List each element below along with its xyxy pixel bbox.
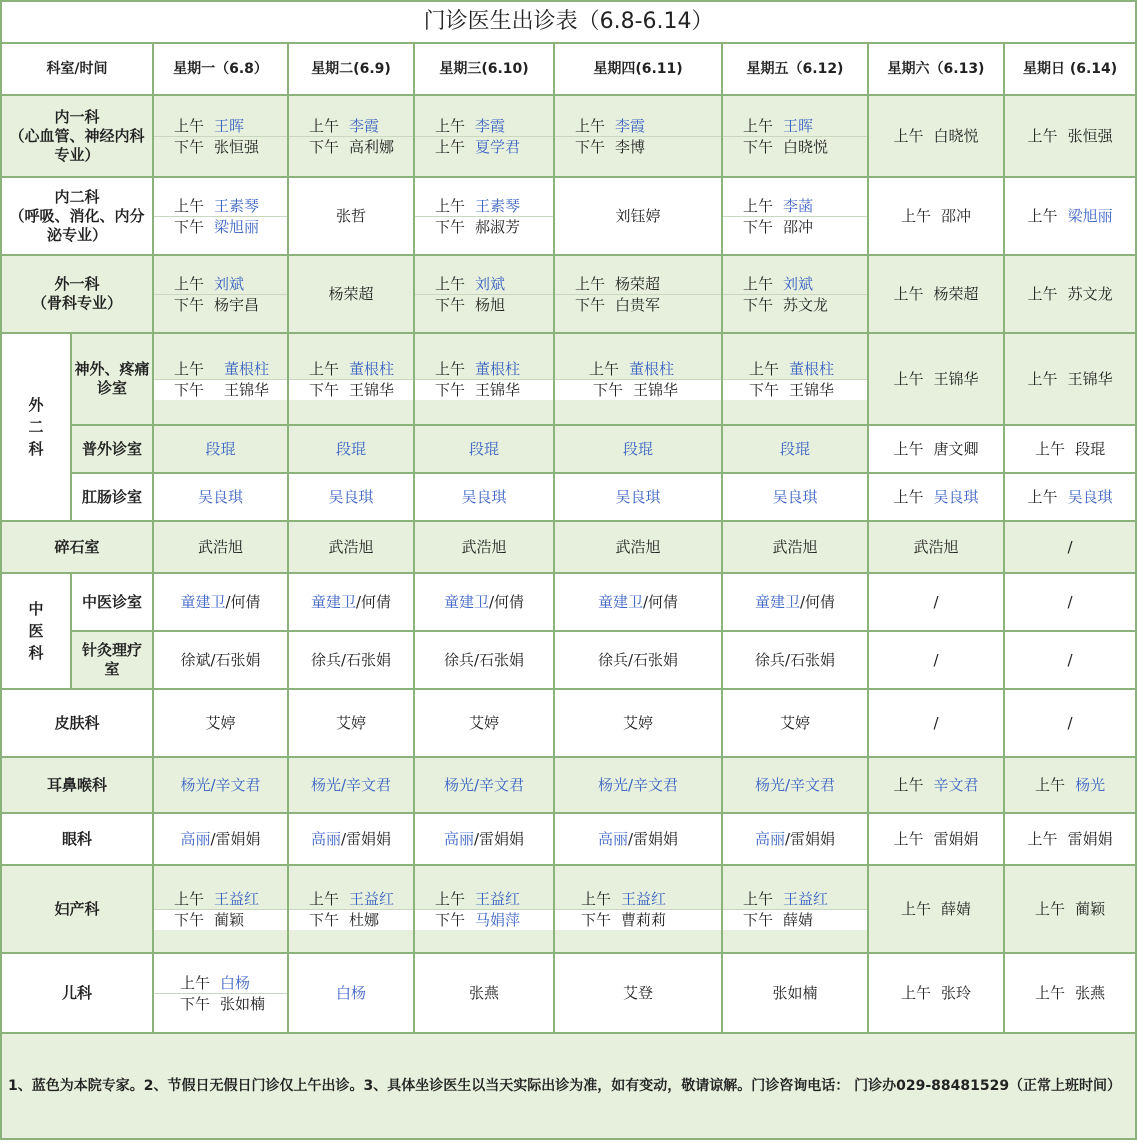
doctor-name: /辛文君 (210, 776, 261, 794)
pm-label: 下午 (743, 295, 774, 314)
am-label: 上午 (1027, 207, 1058, 225)
doctor-name: 张燕 (1075, 984, 1106, 1002)
pm-label: 下午 (174, 380, 205, 399)
am-label: 上午 (743, 889, 774, 908)
am-label: 上午 (900, 207, 931, 225)
empty-cell: / (868, 573, 1004, 631)
doctor-name: /辛文君 (473, 776, 525, 794)
doctor-name: 吴良琪 (554, 473, 722, 521)
doctor-name: 张燕 (414, 953, 554, 1033)
doctor-name: 武浩旭 (153, 521, 288, 573)
table-row (1, 95, 1136, 177)
header-dept: 科室/时间 (1, 43, 153, 95)
pm-label: 下午 (309, 137, 340, 156)
table-row (1, 1033, 1136, 1139)
doctor-name: 杨荣超 (933, 285, 979, 303)
footer-note: 1、蓝色为本院专家。2、节假日无假日门诊仅上午出诊。3、具体坐诊医生以当天实际出诊为准，如有变动，敬请谅解。门诊咨询电话： 门诊办029-88481529（正常上班时间） (1, 1033, 1136, 1139)
doctor-name: 杨旭 (475, 295, 506, 314)
doctor-name: 王晖 (214, 116, 245, 135)
sub-dept-label: 中医诊室 (71, 573, 153, 631)
am-label: 上午 (1027, 127, 1058, 145)
doctor-name: /何倩 (355, 593, 392, 611)
doctor-name: 武浩旭 (722, 521, 868, 573)
dept-label: 妇产科 (1, 865, 153, 953)
doctor-name: 薛婧 (941, 900, 972, 918)
am-label: 上午 (309, 889, 340, 908)
empty-cell: / (868, 631, 1004, 689)
doctor-name: /何倩 (225, 593, 261, 611)
am-label: 上午 (1035, 984, 1066, 1002)
doctor-name: 王素琴 (475, 196, 521, 215)
am-label: 上午 (435, 889, 466, 908)
doctor-name: 夏学君 (475, 137, 521, 156)
am-label: 上午 (174, 274, 205, 293)
doctor-name: 高丽 (310, 830, 341, 848)
page-title: 门诊医生出诊表（6.8-6.14） (1, 1, 1136, 43)
doctor-name: 曹莉莉 (621, 910, 667, 929)
doctor-name: 马娟萍 (475, 910, 521, 929)
doctor-name: 苏文龙 (783, 295, 829, 314)
pm-label: 下午 (435, 910, 466, 929)
am-label: 上午 (893, 776, 924, 794)
doctor-name: 刘斌 (475, 274, 506, 293)
doctor-name: 李菡 (783, 196, 814, 215)
am-label: 上午 (174, 889, 205, 908)
doctor-name: 杜娜 (349, 910, 380, 929)
am-label: 上午 (309, 116, 340, 135)
am-label: 上午 (893, 488, 924, 506)
dept-label: 外一科 （骨科专业） (1, 255, 153, 333)
dept-label: 皮肤科 (1, 689, 153, 757)
doctor-name: 段琨 (288, 425, 414, 473)
doctor-name: 杨宇昌 (214, 295, 260, 314)
doctor-name: 高丽 (443, 830, 474, 848)
doctor-name: 段琨 (722, 425, 868, 473)
doctor-name: 吴良琪 (414, 473, 554, 521)
doctor-name: 武浩旭 (868, 521, 1004, 573)
pm-label: 下午 (743, 217, 774, 236)
sub-dept-label: 针灸理疗室 (71, 631, 153, 689)
am-label: 上午 (743, 116, 774, 135)
pm-label: 下午 (581, 910, 612, 929)
am-label: 上午 (893, 127, 924, 145)
doctor-name: 武浩旭 (554, 521, 722, 573)
pm-label: 下午 (743, 910, 774, 929)
doctor-name: 艾婷 (288, 689, 414, 757)
am-label: 上午 (893, 440, 924, 458)
dept-label: 儿科 (1, 953, 153, 1033)
table-row (1, 757, 1136, 813)
table-row (1, 689, 1136, 757)
dept-label: 中医科 (1, 573, 71, 689)
doctor-name: 蔺颖 (1075, 900, 1106, 918)
header-row (1, 43, 1136, 95)
table-row (1, 631, 1136, 689)
doctor-name: 艾婷 (554, 689, 722, 757)
doctor-name: 艾婷 (414, 689, 554, 757)
dept-label: 内一科 （心血管、神经内科专业） (1, 95, 153, 177)
doctor-name: 王锦华 (633, 380, 679, 399)
am-label: 上午 (174, 196, 205, 215)
doctor-name: 苏文龙 (1067, 285, 1113, 303)
pm-label: 下午 (593, 380, 624, 399)
am-label: 上午 (900, 900, 931, 918)
doctor-name: 王益红 (349, 889, 395, 908)
am-label: 上午 (743, 274, 774, 293)
am-label: 上午 (893, 830, 924, 848)
doctor-name: 李博 (615, 137, 646, 156)
doctor-name: 徐兵/石张娟 (414, 631, 554, 689)
doctor-name: 王益红 (475, 889, 521, 908)
am-label: 上午 (1035, 776, 1066, 794)
doctor-name: 梁旭丽 (214, 217, 260, 236)
table-row (1, 177, 1136, 255)
doctor-name: 吴良琪 (1067, 488, 1113, 506)
doctor-name: 艾婷 (722, 689, 868, 757)
doctor-name: 张恒强 (214, 137, 260, 156)
doctor-name: 白贵军 (615, 295, 661, 314)
doctor-name: 雷娟娟 (1067, 830, 1113, 848)
doctor-name: 李霞 (615, 116, 646, 135)
doctor-name: /雷娟娟 (210, 830, 261, 848)
doctor-name: 童建卫 (597, 593, 643, 611)
doctor-name: 吴良琪 (933, 488, 979, 506)
doctor-name: 张玲 (941, 984, 972, 1002)
doctor-name: 高丽 (754, 830, 785, 848)
doctor-name: 董根柱 (224, 359, 270, 378)
doctor-name: 王素琴 (214, 196, 260, 215)
table-row (1, 255, 1136, 333)
table-row (1, 521, 1136, 573)
doctor-name: 杨光 (443, 776, 474, 794)
table-row (1, 473, 1136, 521)
doctor-name: 段琨 (1075, 440, 1106, 458)
empty-cell: / (1004, 521, 1136, 573)
am-label: 上午 (174, 359, 205, 378)
am-label: 上午 (435, 359, 466, 378)
doctor-name: 张恒强 (1067, 127, 1113, 145)
doctor-name: 段琨 (153, 425, 288, 473)
pm-label: 下午 (309, 380, 340, 399)
doctor-name: 高丽 (180, 830, 211, 848)
dept-label: 眼科 (1, 813, 153, 865)
doctor-name: 刘斌 (783, 274, 814, 293)
pm-label: 下午 (743, 137, 774, 156)
pm-label: 下午 (174, 295, 205, 314)
doctor-name: 王锦华 (349, 380, 395, 399)
doctor-name: 童建卫 (754, 593, 800, 611)
pm-label: 下午 (435, 380, 466, 399)
doctor-name: 唐文卿 (933, 440, 979, 458)
am-label: 上午 (435, 196, 466, 215)
doctor-name: 刘钰婷 (554, 177, 722, 255)
am-label: 上午 (893, 285, 924, 303)
doctor-name: 董根柱 (629, 359, 675, 378)
doctor-name: /雷娟娟 (473, 830, 525, 848)
doctor-name: 杨荣超 (288, 255, 414, 333)
am-label: 上午 (575, 274, 606, 293)
am-label: 上午 (435, 274, 466, 293)
doctor-name: 杨荣超 (615, 274, 661, 293)
am-label: 上午 (1027, 830, 1058, 848)
dept-label: 内二科 （呼吸、消化、内分泌专业） (1, 177, 153, 255)
doctor-name: 艾婷 (153, 689, 288, 757)
empty-cell: / (1004, 689, 1136, 757)
table-row (1, 333, 1136, 425)
am-label: 上午 (900, 984, 931, 1002)
dept-label: 外二科 (1, 333, 71, 521)
doctor-name: 杨光 (754, 776, 785, 794)
doctor-name: 武浩旭 (288, 521, 414, 573)
header-mon: 星期一（6.8） (153, 43, 288, 95)
am-label: 上午 (1035, 440, 1066, 458)
doctor-name: 徐兵/石张娟 (554, 631, 722, 689)
doctor-name: 杨光 (1075, 776, 1106, 794)
doctor-name: 徐斌/石张娟 (153, 631, 288, 689)
sub-dept-label: 神外、疼痛诊室 (71, 333, 153, 425)
doctor-name: 张哲 (288, 177, 414, 255)
doctor-name: 白晓悦 (933, 127, 979, 145)
doctor-name: 蔺颖 (214, 910, 245, 929)
pm-label: 下午 (174, 137, 205, 156)
am-label: 上午 (180, 973, 211, 992)
doctor-name: 武浩旭 (414, 521, 554, 573)
sub-dept-label: 普外诊室 (71, 425, 153, 473)
doctor-name: /雷娟娟 (784, 830, 836, 848)
doctor-name: 梁旭丽 (1067, 207, 1113, 225)
am-label: 上午 (174, 116, 205, 135)
am-label: 上午 (575, 116, 606, 135)
doctor-name: 吴良琪 (722, 473, 868, 521)
doctor-name: 王益红 (621, 889, 667, 908)
header-tue: 星期二(6.9) (288, 43, 414, 95)
doctor-name: /辛文君 (340, 776, 392, 794)
doctor-name: 董根柱 (789, 359, 835, 378)
doctor-name: 徐兵/石张娟 (722, 631, 868, 689)
sub-dept-label: 肛肠诊室 (71, 473, 153, 521)
doctor-name: 雷娟娟 (933, 830, 979, 848)
doctor-name: 杨光 (597, 776, 628, 794)
table-row (1, 573, 1136, 631)
doctor-name: 白杨 (288, 953, 414, 1033)
table-row (1, 953, 1136, 1033)
am-label: 上午 (749, 359, 780, 378)
doctor-name: 董根柱 (349, 359, 395, 378)
doctor-name: /何倩 (642, 593, 679, 611)
header-sun: 星期日 (6.14) (1004, 43, 1136, 95)
doctor-name: 郝淑芳 (475, 217, 521, 236)
am-label: 上午 (1027, 370, 1058, 388)
header-sat: 星期六（6.13) (868, 43, 1004, 95)
pm-label: 下午 (575, 295, 606, 314)
header-wed: 星期三(6.10) (414, 43, 554, 95)
header-fri: 星期五（6.12) (722, 43, 868, 95)
doctor-name: 王锦华 (789, 380, 835, 399)
am-label: 上午 (435, 137, 466, 156)
doctor-name: 邵冲 (783, 217, 814, 236)
table-row (1, 425, 1136, 473)
doctor-name: 徐兵/石张娟 (288, 631, 414, 689)
am-label: 上午 (1027, 285, 1058, 303)
doctor-name: 李霞 (475, 116, 506, 135)
doctor-name: 杨光 (310, 776, 341, 794)
doctor-name: 段琨 (554, 425, 722, 473)
doctor-name: 高利娜 (349, 137, 395, 156)
pm-label: 下午 (174, 910, 205, 929)
empty-cell: / (1004, 631, 1136, 689)
table-row (1, 865, 1136, 953)
doctor-name: 艾登 (554, 953, 722, 1033)
pm-label: 下午 (180, 994, 211, 1013)
doctor-name: /辛文君 (784, 776, 836, 794)
pm-label: 下午 (575, 137, 606, 156)
doctor-name: 李霞 (349, 116, 380, 135)
doctor-name: 张如楠 (220, 994, 266, 1013)
doctor-name: /何倩 (799, 593, 836, 611)
am-label: 上午 (1035, 900, 1066, 918)
header-thu: 星期四(6.11) (554, 43, 722, 95)
empty-cell: / (1004, 573, 1136, 631)
doctor-name: /雷娟娟 (627, 830, 679, 848)
doctor-name: 辛文君 (933, 776, 979, 794)
doctor-name: 王益红 (783, 889, 829, 908)
doctor-name: /辛文君 (627, 776, 679, 794)
dept-label: 耳鼻喉科 (1, 757, 153, 813)
doctor-name: 白晓悦 (783, 137, 829, 156)
pm-label: 下午 (174, 217, 205, 236)
doctor-name: 王晖 (783, 116, 814, 135)
am-label: 上午 (581, 889, 612, 908)
doctor-name: 吴良琪 (288, 473, 414, 521)
doctor-name: 王锦华 (475, 380, 521, 399)
am-label: 上午 (1027, 488, 1058, 506)
doctor-name: 董根柱 (475, 359, 521, 378)
doctor-name: 邵冲 (941, 207, 972, 225)
doctor-name: 童建卫 (310, 593, 356, 611)
doctor-name: 高丽 (597, 830, 628, 848)
dept-label: 碎石室 (1, 521, 153, 573)
am-label: 上午 (893, 370, 924, 388)
doctor-name: /雷娟娟 (340, 830, 392, 848)
doctor-name: 王锦华 (224, 380, 270, 399)
empty-cell: / (868, 689, 1004, 757)
am-label: 上午 (435, 116, 466, 135)
doctor-name: 张如楠 (722, 953, 868, 1033)
doctor-name: 薛婧 (783, 910, 814, 929)
doctor-name: 王益红 (214, 889, 260, 908)
doctor-name: 童建卫 (443, 593, 489, 611)
doctor-name: 杨光 (180, 776, 211, 794)
am-label: 上午 (309, 359, 340, 378)
doctor-name: 童建卫 (180, 593, 226, 611)
doctor-name: 吴良琪 (153, 473, 288, 521)
doctor-name: 白杨 (220, 973, 251, 992)
pm-label: 下午 (435, 295, 466, 314)
pm-label: 下午 (749, 380, 780, 399)
table-row (1, 813, 1136, 865)
pm-label: 下午 (435, 217, 466, 236)
pm-label: 下午 (309, 910, 340, 929)
doctor-name: 段琨 (414, 425, 554, 473)
am-label: 上午 (743, 196, 774, 215)
doctor-name: 王锦华 (1067, 370, 1113, 388)
doctor-name: 王锦华 (933, 370, 979, 388)
doctor-name: 刘斌 (214, 274, 245, 293)
am-label: 上午 (589, 359, 620, 378)
doctor-name: /何倩 (488, 593, 525, 611)
